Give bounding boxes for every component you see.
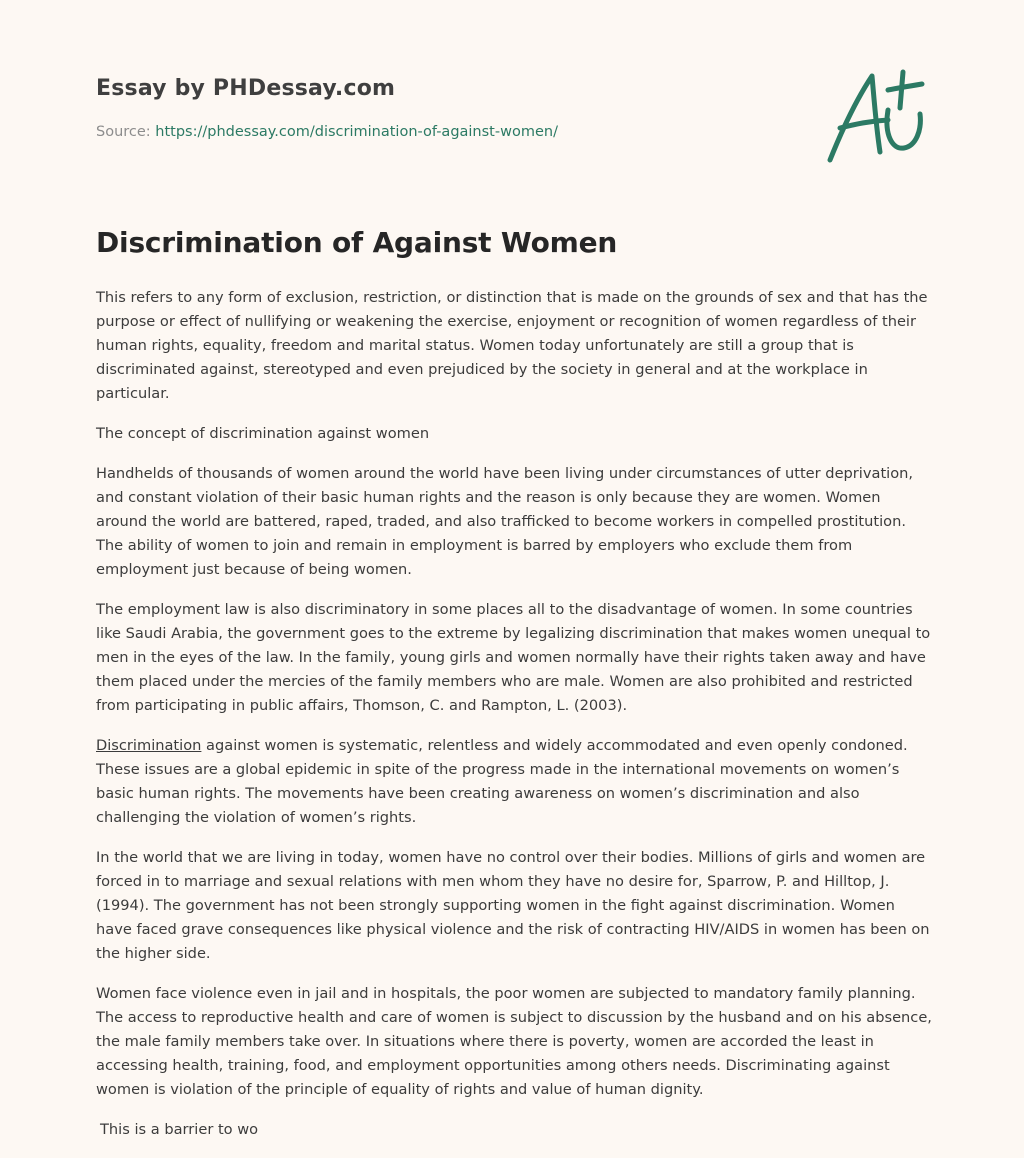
source-line	[96, 124, 558, 140]
essay-title: Discrimination of Against Women	[96, 226, 618, 259]
discrimination-link[interactable]: Discrimination	[96, 737, 202, 754]
source-link[interactable]: https://phdessay.com/discrimination-of-against-women/	[155, 124, 558, 140]
essay-body	[96, 286, 932, 1158]
paragraph: In the world that we are living in today, women have no control over their bodies. Millions of girls and women are forced in to marriage and sexual relations with men whom they have no desire for, Sparrow, P. and Hilltop, J. (1994). The government has not been strongly supporting women in the fight against discrimination. Women have faced grave consequences like physical violence and the risk of contracting HIV/AIDS in women has been on the higher side.	[96, 849, 930, 962]
paragraph-text: against women is systematic, relentless and widely accommodated and even openly condoned. These issues are a global epidemic in spite of the progress made in the international movements on women’s basic human rights. The movements have been creating awareness on women’s discrimination and also challenging the violation of women’s rights.	[96, 737, 908, 826]
source-label: Source:	[96, 124, 156, 140]
paragraph: This refers to any form of exclusion, restriction, or distinction that is made on the grounds of sex and that has the purpose or effect of nullifying or weakening the exercise, enjoyment or recognition of women regardless of their human rights, equality, freedom and marital status. Women today unfortunately are still a group that is discriminated against, stereotyped and even prejudiced by the society in general and at the workplace in particular.	[96, 289, 928, 402]
site-brand: Essay by PHDessay.com	[96, 76, 396, 101]
paragraph: Handhelds of thousands of women around the world have been living under circumstances of utter deprivation, and constant violation of their basic human rights and the reason is only because they are women. Women around the world are battered, raped, traded, and also trafficked to become workers in compelled prostitution. The ability of women to join and remain in employment is barred by employers who exclude them from employment just because of being women.	[96, 465, 914, 578]
paragraph	[96, 734, 932, 830]
section-subheading: The concept of discrimination against women	[96, 425, 430, 442]
paragraph: The employment law is also discriminatory in some places all to the disadvantage of women. In some countries like Saudi Arabia, the government goes to the extreme by legalizing discrimination that makes women unequal to men in the eyes of the law. In the family, young girls and women normally have their rights taken away and have them placed under the mercies of the family members who are male. Women are also prohibited and restricted from participating in public affairs, Thomson, C. and Rampton, L. (2003).	[96, 601, 931, 714]
truncated-paragraph: This is a barrier to wo	[100, 1121, 259, 1138]
a-plus-logo-icon	[826, 64, 936, 168]
paragraph: Women face violence even in jail and in hospitals, the poor women are subjected to mandatory family planning. The access to reproductive health and care of women is subject to discussion by the husband and on his absence, the male family members take over. In situations where there is poverty, women are accorded the least in accessing health, training, food, and employment opportunities among others needs. Discriminating against women is violation of the principle of equality of rights and value of human dignity.	[96, 985, 932, 1098]
